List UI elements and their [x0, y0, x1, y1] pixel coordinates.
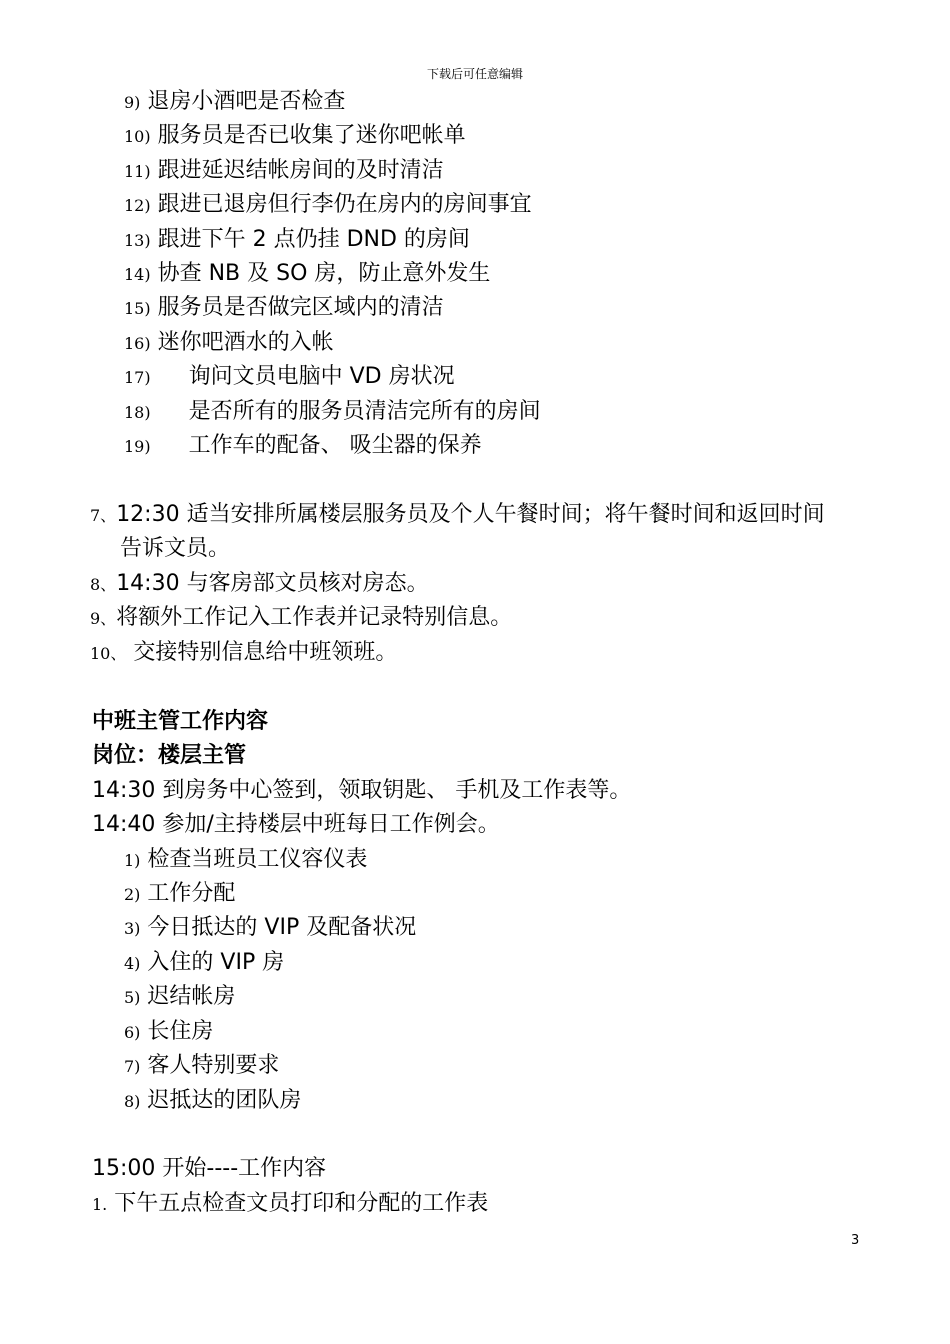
list-marker: 13)	[124, 231, 151, 250]
list-marker: 17)	[124, 368, 151, 387]
task-item	[92, 1189, 488, 1220]
list-text: 是否所有的服务员清洁完所有的房间	[188, 399, 541, 424]
schedule-line: 14:40 参加/主持楼层中班每日工作例会。	[92, 812, 500, 837]
list-marker: 18)	[124, 403, 151, 422]
item-text: 12:30 适当安排所属楼层服务员及个人午餐时间；将午餐时间和返回时间	[116, 502, 825, 527]
list-item	[124, 156, 444, 187]
list-marker: 16)	[124, 334, 151, 353]
start-line: 15:00 开始----工作内容	[92, 1156, 327, 1181]
list-item	[124, 293, 444, 324]
list-text: 检查当班员工仪容仪表	[147, 847, 368, 872]
list-item	[124, 87, 345, 118]
list-text: 工作车的配备、 吸尘器的保养	[188, 433, 482, 458]
item-text: 交接特别信息给中班领班。	[126, 640, 398, 665]
item-marker: 10、	[90, 644, 127, 663]
list-item	[124, 1051, 279, 1082]
list-item	[124, 1017, 213, 1048]
list-text: 服务员是否已收集了迷你吧帐单	[157, 123, 466, 148]
list-item	[124, 225, 470, 256]
list-item	[124, 328, 334, 359]
list-text: 迟结帐房	[147, 984, 236, 1009]
numbered-item	[90, 603, 512, 634]
task-marker: 1.	[92, 1195, 108, 1214]
list-item	[124, 879, 235, 910]
list-marker: 1)	[124, 851, 141, 870]
numbered-item	[90, 638, 397, 669]
list-item	[124, 845, 367, 876]
list-marker: 6)	[124, 1023, 141, 1042]
list-text: 询问文员电脑中 VD 房状况	[188, 364, 455, 389]
position-label: 岗位：楼层主管	[92, 743, 247, 768]
list-item	[124, 1086, 301, 1117]
list-text: 长住房	[147, 1019, 214, 1044]
list-text: 迷你吧酒水的入帐	[157, 330, 334, 355]
list-marker: 8)	[124, 1092, 141, 1111]
list-text: 迟抵达的团队房	[147, 1088, 302, 1113]
list-text: 工作分配	[147, 881, 236, 906]
list-text: 跟进已退房但行李仍在房内的房间事宜	[157, 192, 532, 217]
list-text: 客人特别要求	[147, 1053, 280, 1078]
list-marker: 7)	[124, 1057, 141, 1076]
list-marker: 10)	[124, 127, 151, 146]
list-marker: 4)	[124, 954, 141, 973]
section-title: 中班主管工作内容	[92, 709, 269, 734]
item-marker: 8、	[90, 575, 117, 594]
list-text: 协查 NB 及 SO 房，防止意外发生	[157, 261, 491, 286]
list-marker: 15)	[124, 299, 151, 318]
list-text: 入住的 VIP 房	[147, 950, 285, 975]
item-continuation: 告诉文员。	[120, 536, 231, 561]
page-header: 下载后可任意编辑	[426, 67, 523, 81]
list-item	[124, 397, 541, 428]
list-item	[124, 431, 482, 462]
list-marker: 11)	[124, 162, 151, 181]
numbered-item	[90, 569, 429, 600]
item-text: 14:30 与客房部文员核对房态。	[116, 571, 429, 596]
list-item	[124, 362, 455, 393]
list-marker: 14)	[124, 265, 151, 284]
list-item	[124, 259, 490, 290]
schedule-line: 14:30 到房务中心签到，领取钥匙、 手机及工作表等。	[92, 778, 632, 803]
list-text: 退房小酒吧是否检查	[147, 89, 346, 114]
list-item	[124, 913, 416, 944]
list-marker: 2)	[124, 885, 141, 904]
list-item	[124, 121, 466, 152]
list-marker: 12)	[124, 196, 151, 215]
page-number: 3	[851, 1233, 860, 1248]
list-marker: 9)	[124, 93, 141, 112]
list-item	[124, 982, 235, 1013]
item-text: 将额外工作记入工作表并记录特别信息。	[116, 605, 513, 630]
list-text: 服务员是否做完区域内的清洁	[157, 295, 444, 320]
list-text: 今日抵达的 VIP 及配备状况	[147, 915, 417, 940]
item-marker: 9、	[90, 609, 117, 628]
list-text: 跟进延迟结帐房间的及时清洁	[157, 158, 444, 183]
list-marker: 3)	[124, 919, 141, 938]
list-marker: 5)	[124, 988, 141, 1007]
task-text: 下午五点检查文员打印和分配的工作表	[114, 1191, 489, 1216]
list-item	[124, 948, 284, 979]
list-text: 跟进下午 2 点仍挂 DND 的房间	[157, 227, 470, 252]
item-marker: 7、	[90, 506, 117, 525]
list-marker: 19)	[124, 437, 151, 456]
numbered-item	[90, 500, 825, 531]
list-item	[124, 190, 532, 221]
